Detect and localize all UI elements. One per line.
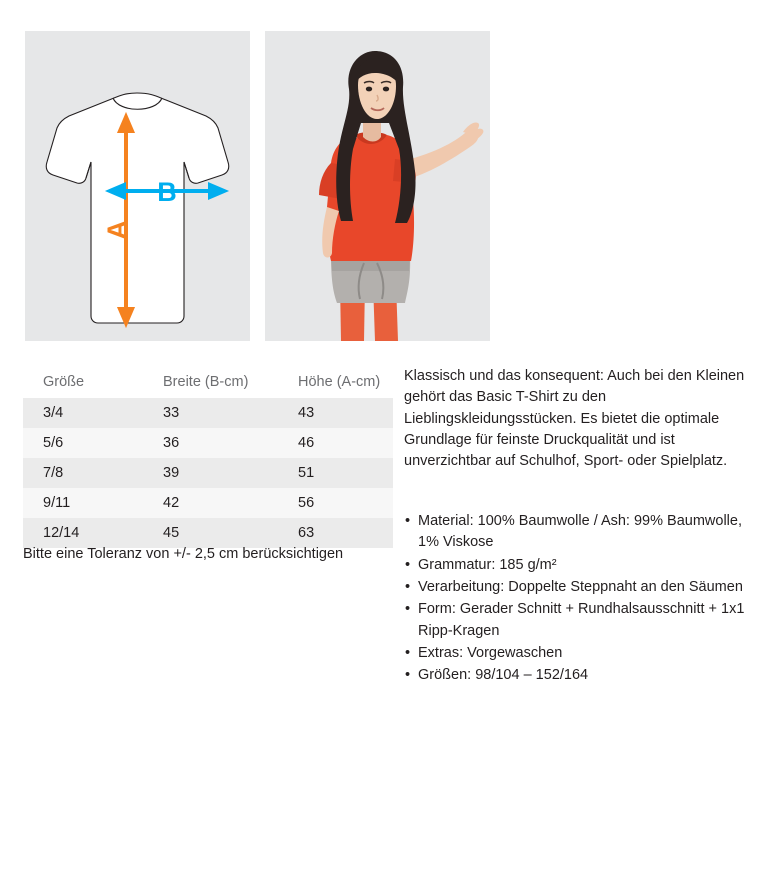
- table-row: [23, 488, 393, 518]
- child-model-photo: [265, 31, 490, 341]
- list-item: • Material: 100% Baumwolle / Ash: 99% Baumwolle, 1% Viskose: [404, 511, 756, 554]
- list-item: • Verarbeitung: Doppelte Steppnaht an den Säumen: [404, 577, 756, 598]
- cell-size: 5/6: [23, 428, 143, 458]
- list-item: • Grammatur: 185 g/m²: [404, 555, 756, 576]
- cell-height: 46: [278, 428, 393, 458]
- tshirt-outline-icon: [25, 31, 250, 341]
- product-images-row: [25, 31, 490, 341]
- cell-width: 42: [143, 488, 278, 518]
- cell-width: 39: [143, 458, 278, 488]
- tshirt-measurement-diagram: [25, 31, 250, 341]
- list-item: • Form: Gerader Schnitt + Rundhalsausschnitt + 1x1 Ripp-Kragen: [404, 599, 756, 642]
- tolerance-note: Bitte eine Toleranz von +/- 2,5 cm berücksichtigen: [23, 546, 344, 562]
- child-model-illustration: [265, 31, 490, 341]
- product-description: Klassisch und das konsequent: Auch bei den Kleinen gehört das Basic T-Shirt zu den Lieblingskleidungsstücken. Es bietet die optimale Grundlage für feinste Druckqualität und ist unverzichtbar auf Schulhof, Sport- oder Spielplatz.: [404, 368, 745, 470]
- cell-height: 43: [278, 398, 393, 428]
- cell-height: 51: [278, 458, 393, 488]
- diagram-label-a: A: [102, 220, 132, 240]
- list-item: • Größen: 98/104 – 152/164: [404, 665, 756, 686]
- diagram-label-b: B: [157, 177, 177, 207]
- table-row: [23, 518, 393, 548]
- table-header-row: [23, 366, 393, 398]
- cell-size: 9/11: [23, 488, 143, 518]
- product-specs-list: [404, 511, 756, 688]
- cell-height: 63: [278, 518, 393, 548]
- cell-width: 33: [143, 398, 278, 428]
- cell-width: 36: [143, 428, 278, 458]
- table-row: [23, 428, 393, 458]
- cell-size: 12/14: [23, 518, 143, 548]
- column-header-height: Höhe (A-cm): [278, 366, 393, 398]
- size-table: [23, 366, 393, 548]
- column-header-width: Breite (B-cm): [143, 366, 278, 398]
- table-row: [23, 398, 393, 428]
- cell-height: 56: [278, 488, 393, 518]
- list-item: • Extras: Vorgewaschen: [404, 643, 756, 664]
- cell-width: 45: [143, 518, 278, 548]
- table-row: [23, 458, 393, 488]
- column-header-size: Größe: [23, 366, 143, 398]
- cell-size: 7/8: [23, 458, 143, 488]
- cell-size: 3/4: [23, 398, 143, 428]
